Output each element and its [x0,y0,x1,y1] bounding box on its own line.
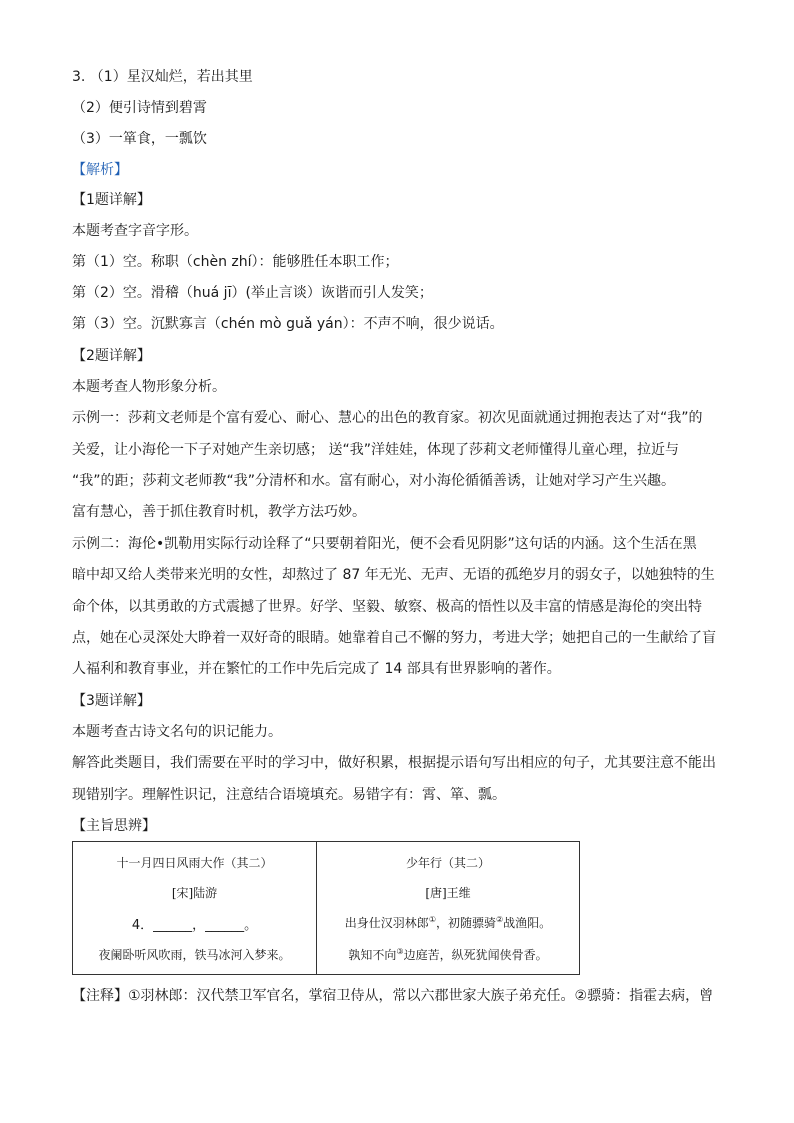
paragraph-line: 第（1）空。称职（chèn zhí）：能够胜任本职工作； [72,254,399,270]
paragraph-line: 暗中却又给人类带来光明的女性，却熬过了 87 年无光、无声、无语的孤绝岁月的弱女子，以她独特的生 [72,567,715,583]
analysis-heading: 【解析】 [72,162,128,178]
paragraph-line: 富有慧心，善于抓住教育时机，教学方法巧妙。 [72,504,366,520]
footnote-marker: ② [496,915,504,924]
paragraph-line: 第（3）空。沉默寡言（chén mò guǎ yán）：不声不响，很少说话。 [72,316,504,332]
paragraph-line: 现错别字。理解性识记，注意结合语境填充。易错字有：霄、箪、瓢。 [72,787,506,803]
poem-cell-right [317,842,579,974]
section-heading-2: 【2题详解】 [72,348,151,364]
answer-3-2: （2）便引诗情到碧霄 [72,100,207,116]
annotation-line: 【注释】①羽林郎：汉代禁卫军官名，掌宿卫侍从，常以六郡世家大族子弟充任。②骠骑：指霍去病，曾 [72,988,714,1004]
paragraph-line: 本题考查字音字形。 [72,223,198,239]
poem-author: [宋]陆游 [171,886,218,900]
paragraph-line: “我”的距；莎莉文老师教“我”分清杯和水。富有耐心，对小海伦循循善诱，让她对学习产生兴趣。 [72,473,676,489]
verse-text: 边庭苦，纵死犹闻侠骨香。 [403,948,548,962]
poem-verse: 夜阑卧听风吹雨，铁马冰河入梦来。 [98,948,291,962]
paragraph-line: 关爱，让小海伦一下子对她产生亲切感； 送“我”洋娃娃，体现了莎莉文老师懂得儿童心理，拉近与 [72,442,679,458]
paragraph-line: 第（2）空。滑稽（huá jī）(举止言谈）诙谐而引人发笑； [72,285,433,301]
poem-verse [317,914,579,931]
paragraph-line: 示例一：莎莉文老师是个富有爱心、耐心、慧心的出色的教育家。初次见面就通过拥抱表达了对“我”的 [72,410,703,426]
footnote-marker: ③ [396,947,404,956]
answer-3-3: （3）一箪食，一瓢饮 [72,131,207,147]
poem-title: 十一月四日风雨大作（其二） [116,856,273,870]
paragraph-line: 命个体，以其勇敢的方式震撼了世界。好学、坚毅、敏察、极高的悟性以及丰富的情感是海伦的突出特 [72,599,702,615]
verse-text: ，初随骠骑 [435,916,496,930]
poem-cell-left [73,842,316,974]
paragraph-line: 示例二：海伦•凯勒用实际行动诠释了“只要朝着阳光，便不会看见阴影”这句话的内涵。这个生活在黑 [72,536,697,552]
poem-author: [唐]王维 [425,886,471,900]
section-heading-3: 【3题详解】 [72,693,151,709]
verse-text: 出身仕汉羽林郎 [344,916,429,930]
answer-3-1: 3. （1）星汉灿烂，若出其里 [72,69,253,85]
verse-text: 战渔阳。 [503,916,552,930]
section-heading-theme: 【主旨思辨】 [72,818,156,834]
paragraph-line: 人福利和教育事业，并在繁忙的工作中先后完成了 14 部具有世界影响的著作。 [72,661,561,677]
section-heading-1: 【1题详解】 [72,192,151,208]
paragraph-line: 本题考查人物形象分析。 [72,379,226,395]
fill-blank-line: 4．______，______。 [131,918,258,933]
paragraph-line: 点，她在心灵深处大睁着一双好奇的眼睛。她靠着自己不懈的努力，考进大学；她把自己的一生献给了盲 [72,630,716,646]
poem-comparison-table [72,841,580,975]
footnote-marker: ① [428,915,436,924]
paragraph-line: 本题考查古诗文名句的识记能力。 [72,724,282,740]
verse-text: 孰知不向 [348,948,397,962]
poem-verse [317,946,579,963]
paragraph-line: 解答此类题目，我们需要在平时的学习中，做好积累，根据提示语句写出相应的句子，尤其要注意不能出 [72,755,716,771]
poem-title: 少年行（其二） [405,856,490,870]
